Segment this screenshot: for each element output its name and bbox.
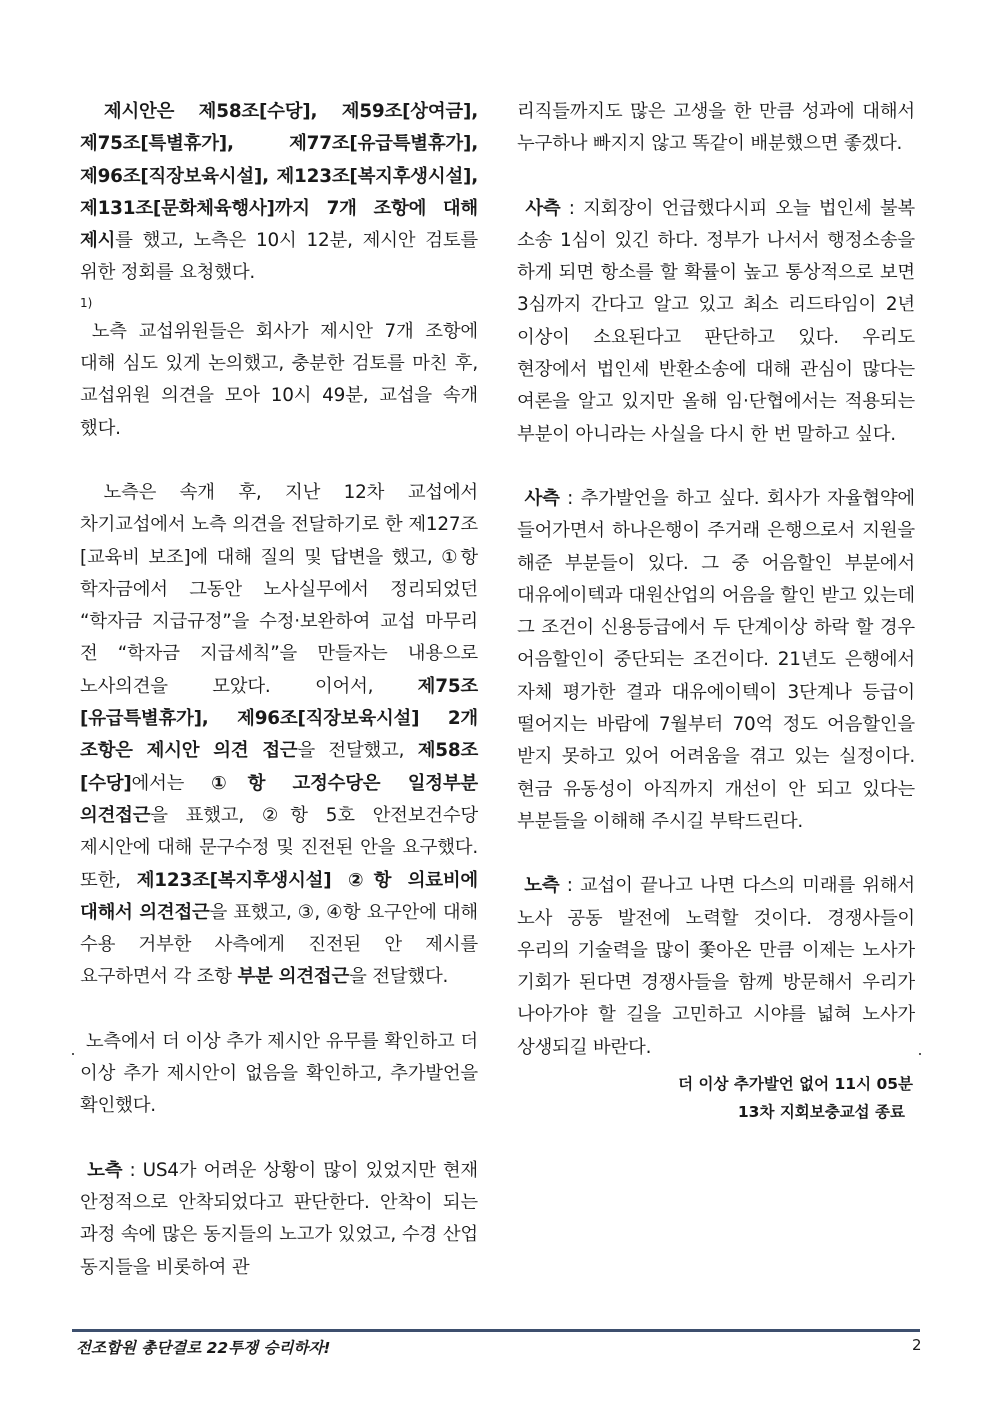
paragraph-union-remark-cont — [517, 96, 915, 161]
closing-session-end: 13차 지회보충교섭 종료 — [737, 1103, 905, 1122]
text-run: 에서는 — [131, 772, 212, 794]
text-run: 을 전달했고, — [297, 740, 418, 762]
bold-run: ①항 고정수당은 일정부분 의견접근 — [80, 772, 478, 826]
paragraph-text: : US4가 어려운 상황이 많이 있었지만 현재 안정적으로 안착되었다고 판단한다. 안착이 되는 과정 속에 많은 동지들의 노고가 있었고, 수경 산업 동지들을 비롯하여 관 — [80, 1159, 479, 1278]
text-run: 을 전달했다. — [349, 966, 449, 988]
text-run: 노측은 속개 후, 지난 12차 교섭에서 차기교섭에서 노측 의견을 전달하기로 한 제127조[교육비 보조]에 대해 질의 및 답변을 했고, ①항 학자금에서 그동안 노사실무에서 정리되었던 “학자금 지급규정”을 수정·보완하여 교섭 마무리 전 “학자금 지급세칙”을 만들자는 내용으로 노사의견을 모았다. 이어서, — [80, 481, 478, 697]
text-run: 을 표했고, ③, ④항 요구안에 대해 수용 거부한 사측에게 진전된 안 제시를 요구하면서 각 조항 — [80, 901, 478, 988]
paragraph-union-closing-remark — [517, 870, 915, 1064]
paragraph-text: 리직들까지도 많은 고생을 한 만큼 성과에 대해서 누구하나 빠지지 않고 똑같이 배분했으면 좋겠다. — [517, 101, 915, 155]
paragraph-text: : 지회장이 언급했다시피 오늘 법인세 불복 소송 1심이 있긴 하다. 정부가 나서서 행정소송을 하게 되면 항소를 할 확률이 높고 통상적으로 보면 3심까지 간다고 알고 있고 최소 리드타임이 2년 이상이 소요된다고 판단하고 있다. 우리도 현장에서 법인세 반환소송에 대해 관심이 많다는 여론을 알고 있지만 올해 임·단협에서는 적용되는 부분이 아니라는 사실을 다시 한 번 말하고 싶다. — [517, 197, 915, 445]
footer-rule — [72, 1329, 920, 1332]
text-run: 를 했고, 노측은 10시 12분, 제시안 검토를 위한 정회를 요청했다. — [80, 230, 478, 284]
bold-run: 제123조[복지후생시설] ②항 의료비에 대해서 의견접근 — [80, 869, 478, 923]
left-column — [80, 96, 478, 1284]
speaker-label: 사측 — [524, 487, 560, 509]
paragraph-additional-check — [80, 1026, 478, 1123]
bold-run: 제58조[수당] — [80, 740, 479, 794]
speaker-label: 노측 — [524, 875, 560, 897]
page-number: 2 — [912, 1336, 922, 1354]
closing-time: 더 이상 추가발언 없어 11시 05분 — [678, 1075, 913, 1094]
bold-run: 제75조[유급특별휴가], 제96조[직장보육시설] 2개 조항은 제시안 의견 접근 — [80, 675, 478, 762]
speaker-label: 사측 — [525, 197, 561, 219]
rich-text — [80, 101, 478, 283]
paragraph-text: 노측 교섭위원들은 회사가 제시안 7개 조항에 대해 심도 있게 논의했고, 충분한 검토를 마친 후, 교섭위원 의견을 모아 10시 49분, 교섭을 속개 했다. — [80, 320, 478, 439]
footnote-marker: 1) — [80, 295, 93, 310]
stray-dot — [919, 1053, 921, 1055]
paragraph-text: 노측에서 더 이상 추가 제시안 유무를 확인하고 더 이상 추가 제시안이 없음을 확인하고, 추가발언을 확인했다. — [80, 1030, 478, 1117]
bold-run: 제시안은 제58조[수당], 제59조[상여금], 제75조[특별휴가], 제77조[유급특별휴가], 제96조[직장보육시설], 제123조[복지후생시설], 제131조[문화체육행사]까지 7개 조항에 대해 제시 — [80, 101, 478, 252]
rich-text — [80, 482, 478, 987]
paragraph-text: : 교섭이 끝나고 나면 다스의 미래를 위해서 노사 공동 발전에 노력할 것이다. 경쟁사들이 우리의 기술력을 많이 쫓아온 만큼 이제는 노사가 기회가 된다면 경쟁사들을 함께 방문해서 우리가 나아가야 할 길을 고민하고 시야를 넓혀 노사가 상생되길 바란다. — [517, 875, 915, 1058]
paragraph-company-remark-2 — [517, 483, 915, 838]
stray-dot — [72, 1053, 74, 1055]
speaker-label: 노측 — [87, 1159, 123, 1181]
paragraph-proposal-summary — [80, 96, 478, 290]
paragraph-company-remark-1 — [517, 193, 915, 451]
text-run: 을 표했고, ②항 5호 안전보건수당 제시안에 대해 문구수정 및 진전된 안을 요구했다. 또한, — [80, 804, 478, 891]
paragraph-text: : 추가발언을 하고 싶다. 회사가 자율협약에 들어가면서 하나은행이 주거래 은행으로서 지원을 해준 부분들이 있다. 그 중 어음할인 부분에서 대유에이텍과 대원산업의 어음을 할인 받고 있는데 그 조건이 신용등급에서 두 단계이상 하락 할 경우 어음할인이 중단되는 조건이다. 21년도 은행에서 자체 평가한 결과 대유에이텍이 3단계나 등급이 떨어지는 바람에 7월부터 70억 정도 어음할인을 받지 못하고 있어 어려움을 겪고 있는 실정이다. 현금 유동성이 아직까지 개선이 안 되고 있다는 부분들을 이해해 주시길 부탁드린다. — [517, 487, 915, 832]
footer-slogan: 전조합원 총단결로 22투쟁 승리하자! — [76, 1339, 331, 1357]
paragraph-union-remark — [80, 1155, 478, 1284]
paragraph-union-review — [80, 316, 478, 445]
paragraph-union-response — [80, 477, 478, 994]
bold-run: 부분 의견접근 — [237, 966, 350, 988]
right-column — [517, 96, 915, 1126]
